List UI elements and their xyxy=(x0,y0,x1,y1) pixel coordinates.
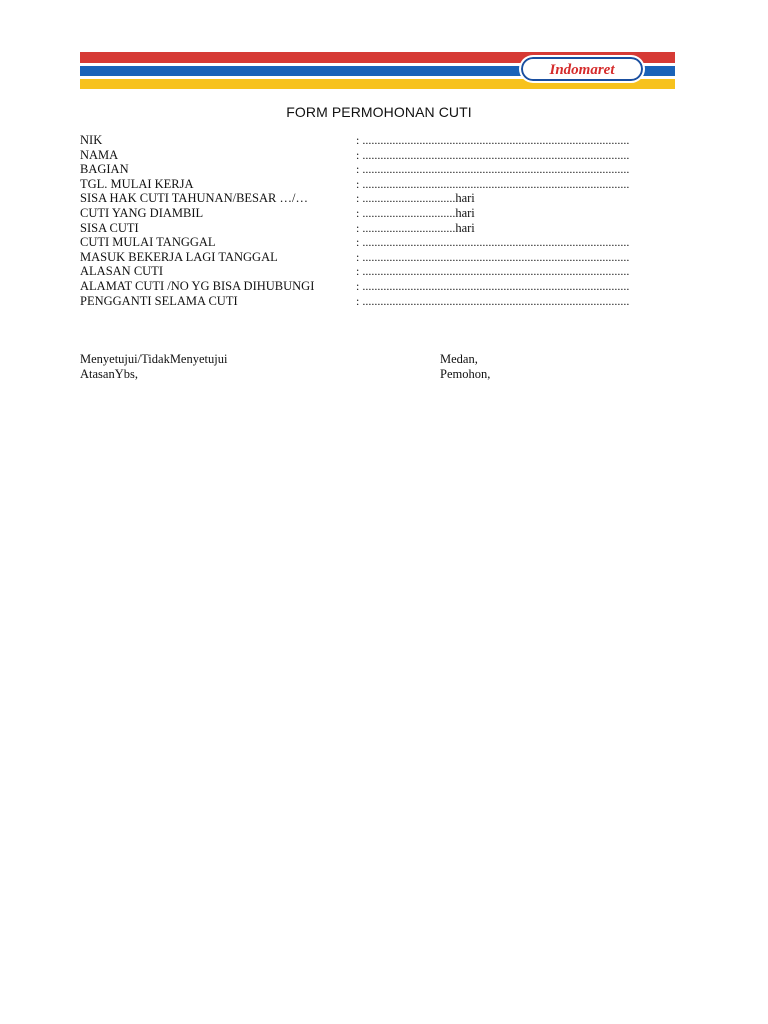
field-dotted-line: : ......................................................................................... xyxy=(356,293,630,308)
field-blank xyxy=(356,279,629,294)
field-blank xyxy=(356,133,629,148)
field-blank xyxy=(356,191,475,206)
indomaret-logo xyxy=(521,57,643,81)
form-field-row xyxy=(80,235,680,250)
approval-label: Menyetujui/TidakMenyetujui xyxy=(80,352,228,366)
form-field-row xyxy=(80,162,680,177)
field-label: TGL. MULAI KERJA xyxy=(80,176,194,191)
field-dotted-line: : ............................... xyxy=(356,220,456,235)
field-label: NAMA xyxy=(80,147,119,162)
field-label: PENGGANTI SELAMA CUTI xyxy=(80,293,238,308)
form-field-row xyxy=(80,177,680,192)
field-unit: hari xyxy=(455,220,475,235)
form-field-row xyxy=(80,148,680,163)
field-label: SISA CUTI xyxy=(80,220,139,235)
field-dotted-line: : ............................... xyxy=(356,205,456,220)
supervisor-label: AtasanYbs, xyxy=(80,367,138,381)
field-blank xyxy=(356,250,629,265)
field-label: ALAMAT CUTI /NO YG BISA DIHUBUNGI xyxy=(80,278,315,293)
field-dotted-line: : ......................................................................................... xyxy=(356,176,630,191)
field-blank xyxy=(356,177,629,192)
field-blank xyxy=(356,221,475,236)
logo-text: Indomaret xyxy=(549,62,615,78)
header-banner xyxy=(80,52,675,89)
form-field-row xyxy=(80,221,680,236)
field-label: BAGIAN xyxy=(80,162,129,177)
field-unit: hari xyxy=(455,205,475,220)
field-blank xyxy=(356,294,629,309)
form-field-row xyxy=(80,206,680,221)
field-label: CUTI YANG DIAMBIL xyxy=(80,205,204,220)
field-dotted-line: : ......................................................................................... xyxy=(356,133,630,147)
applicant-signature-block xyxy=(440,352,490,382)
form-field-row xyxy=(80,294,680,309)
field-dotted-line: : ......................................................................................... xyxy=(356,235,630,250)
field-label: CUTI MULAI TANGGAL xyxy=(80,235,216,250)
form-field-row xyxy=(80,264,680,279)
form-field-row xyxy=(80,191,680,206)
field-blank xyxy=(356,148,629,163)
field-dotted-line: : ......................................................................................... xyxy=(356,249,630,264)
field-blank xyxy=(356,235,629,250)
form-title: FORM PERMOHONAN CUTI xyxy=(286,104,472,120)
approver-signature-block xyxy=(80,352,227,382)
field-dotted-line: : ......................................................................................... xyxy=(356,278,630,293)
field-blank xyxy=(356,264,629,279)
field-label: ALASAN CUTI xyxy=(80,264,163,279)
field-label: MASUK BEKERJA LAGI TANGGAL xyxy=(80,249,278,264)
form-field-row xyxy=(80,133,680,148)
place-label: Medan, xyxy=(440,352,478,366)
field-blank xyxy=(356,162,629,177)
field-dotted-line: : ............................... xyxy=(356,191,456,206)
field-label: SISA HAK CUTI TAHUNAN/BESAR …/… xyxy=(80,191,308,206)
field-label: NIK xyxy=(80,133,103,147)
form-field-row xyxy=(80,279,680,294)
field-unit: hari xyxy=(455,191,475,206)
field-blank xyxy=(356,206,475,221)
applicant-label: Pemohon, xyxy=(440,367,491,381)
field-dotted-line: : ......................................................................................... xyxy=(356,264,630,279)
form-field-row xyxy=(80,250,680,265)
form-fields xyxy=(80,133,680,308)
field-dotted-line: : ......................................................................................... xyxy=(356,147,630,162)
field-dotted-line: : ......................................................................................... xyxy=(356,162,630,177)
